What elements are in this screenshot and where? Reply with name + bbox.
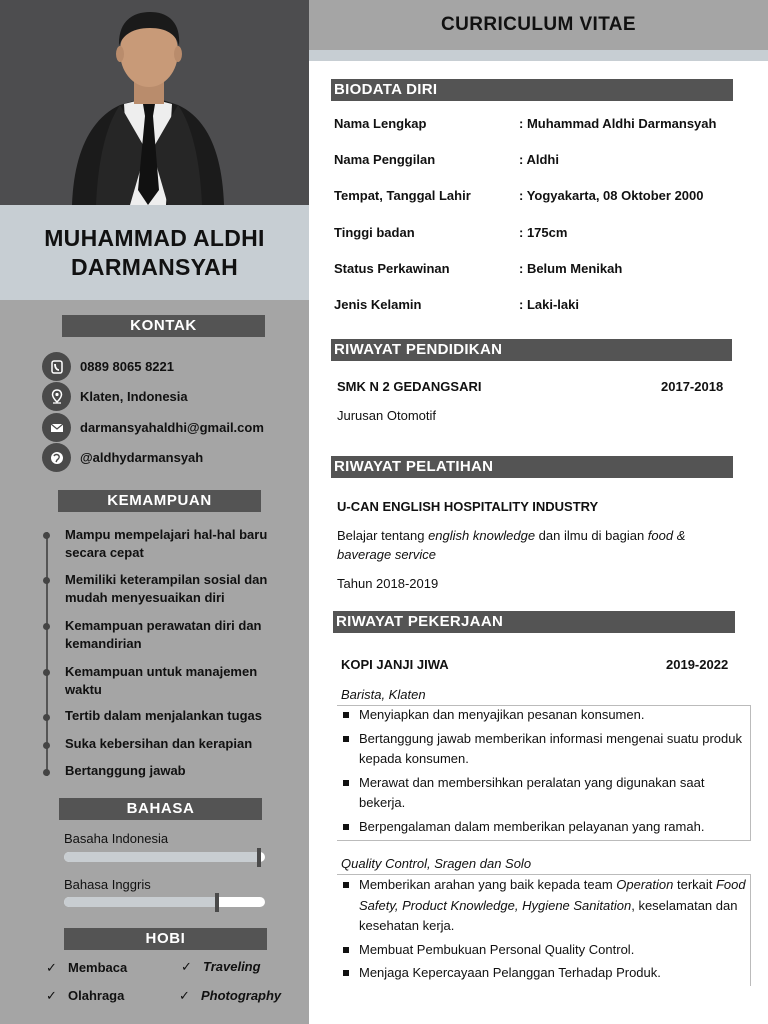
work-role-1-list	[340, 705, 750, 840]
list-item: Menjaga Kepercayaan Pelanggan Terhadap Produk.	[340, 963, 750, 984]
work-role-1: Barista, Klaten	[341, 687, 426, 702]
skills-timeline	[46, 532, 48, 776]
skill-dot	[43, 742, 50, 749]
check-icon: ✓	[179, 988, 190, 1003]
name-line-2: DARMANSYAH	[71, 253, 238, 280]
work-role-2-list	[340, 875, 750, 987]
work-heading: RIWAYAT PEKERJAAN	[333, 611, 735, 633]
skill-item: Suka kebersihan dan kerapian	[65, 736, 253, 751]
phone-icon	[42, 352, 71, 381]
bio-value: : 175cm	[519, 225, 568, 240]
language-knob	[257, 848, 261, 867]
check-icon: ✓	[46, 988, 57, 1003]
training-org: U-CAN ENGLISH HOSPITALITY INDUSTRY	[337, 499, 599, 514]
skill-dot	[43, 577, 50, 584]
hobby-item	[179, 988, 281, 1004]
contact-location-text: Klaten, Indonesia	[80, 389, 188, 404]
bio-label: Tinggi badan	[334, 225, 415, 240]
hobby-item	[181, 959, 261, 975]
list-item-part: Memberikan arahan yang baik kepada team	[359, 877, 617, 892]
bio-label: Jenis Kelamin	[334, 297, 422, 312]
list-item-part: terkait	[673, 877, 716, 892]
education-years: 2017-2018	[661, 379, 724, 394]
work-company: KOPI JANJI JIWA	[341, 657, 449, 672]
social-icon	[42, 443, 71, 472]
skill-item: Tertib dalam menjalankan tugas	[65, 708, 262, 723]
education-heading: RIWAYAT PENDIDIKAN	[331, 339, 732, 361]
skill-item: Bertanggung jawab	[65, 763, 186, 778]
contact-email	[42, 413, 264, 442]
list-item: Bertanggung jawab memberikan informasi mengenai suatu produk kepada konsumen.	[340, 729, 750, 770]
language-knob	[215, 893, 219, 912]
name-line-1: MUHAMMAD ALDHI	[44, 224, 265, 251]
bio-label: Nama Penggilan	[334, 152, 436, 167]
education-major: Jurusan Otomotif	[337, 408, 436, 423]
language-label: Basaha Indonesia	[64, 831, 169, 846]
list-item: Berpengalaman dalam memberikan pelayanan yang ramah.	[340, 817, 750, 838]
skill-item: Kemampuan perawatan diri dan kemandirian	[65, 618, 262, 651]
bio-value: : Muhammad Aldhi Darmansyah	[519, 116, 717, 131]
bio-value: : Aldhi	[519, 152, 559, 167]
bio-label: Status Perkawinan	[334, 261, 450, 276]
training-desc-part: Belajar tentang	[337, 528, 429, 543]
work-role-2: Quality Control, Sragen dan Solo	[341, 856, 532, 871]
bio-label: Nama Lengkap	[334, 116, 427, 131]
list-item: Menyiapkan dan menyajikan pesanan konsumen.	[340, 705, 750, 726]
skill-item: Kemampuan untuk manajemen waktu	[65, 664, 258, 697]
name-block	[0, 205, 309, 300]
document-title: CURRICULUM VITAE	[441, 14, 636, 35]
training-years: Tahun 2018-2019	[337, 576, 439, 591]
list-item-part: , keselamatan dan kesehatan kerja.	[359, 897, 738, 933]
training-desc-part: food &	[647, 528, 686, 543]
language-heading: BAHASA	[59, 798, 262, 820]
skill-dot	[43, 532, 50, 539]
contact-location	[42, 382, 188, 411]
language-label: Bahasa Inggris	[64, 877, 151, 892]
list-item	[340, 875, 750, 937]
skills-heading: KEMAMPUAN	[58, 490, 261, 512]
hobby-label: Photography	[201, 988, 282, 1003]
title-accent-bar	[309, 50, 768, 61]
training-description	[337, 526, 737, 564]
skill-dot	[43, 714, 50, 721]
hobby-item	[46, 960, 127, 976]
contact-social	[42, 443, 203, 472]
hobby-label: Olahraga	[68, 988, 125, 1003]
skill-dot	[43, 669, 50, 676]
language-bar-english	[64, 897, 265, 907]
contact-phone-text: 0889 8065 8221	[80, 359, 174, 374]
profile-photo-illustration	[0, 0, 309, 205]
contact-social-text: @aldhydarmansyah	[80, 450, 204, 465]
skill-dot	[43, 623, 50, 630]
left-sidebar	[0, 0, 309, 1024]
education-school: SMK N 2 GEDANGSARI	[337, 379, 482, 394]
language-fill	[64, 897, 219, 907]
bio-value: : Belum Menikah	[519, 261, 623, 276]
profile-photo	[0, 0, 309, 205]
check-icon: ✓	[46, 960, 57, 975]
hobby-heading: HOBI	[64, 928, 267, 950]
training-desc-part: english knowledge	[428, 528, 536, 543]
training-desc-part: baverage service	[337, 547, 436, 562]
biodata-heading: BIODATA DIRI	[331, 79, 733, 101]
hobby-label: Membaca	[68, 960, 128, 975]
language-bar-indonesia	[64, 852, 265, 862]
bio-value: : Laki-laki	[519, 297, 579, 312]
skill-dot	[43, 769, 50, 776]
work-years: 2019-2022	[666, 657, 729, 672]
contact-phone	[42, 352, 174, 381]
skill-item: Mampu mempelajari hal-hal baru secara cepat	[65, 527, 268, 560]
list-item-part: Operation	[616, 877, 674, 892]
list-item: Merawat dan membersihkan peralatan yang digunakan saat bekerja.	[340, 773, 750, 814]
document-title-bar	[309, 0, 768, 50]
bio-label: Tempat, Tanggal Lahir	[334, 188, 471, 203]
hobby-label: Traveling	[203, 959, 261, 974]
contact-email-text: darmansyahaldhi@gmail.com	[80, 420, 264, 435]
training-desc-part: dan ilmu di bagian	[535, 528, 648, 543]
contact-heading: KONTAK	[62, 315, 265, 337]
list-item: Membuat Pembukuan Personal Quality Control.	[340, 940, 750, 961]
location-icon	[42, 382, 71, 411]
hobby-item	[46, 988, 124, 1004]
bio-value: : Yogyakarta, 08 Oktober 2000	[519, 188, 704, 203]
language-fill	[64, 852, 261, 862]
check-icon: ✓	[181, 959, 192, 974]
training-heading: RIWAYAT PELATIHAN	[331, 456, 733, 478]
email-icon	[42, 413, 71, 442]
skill-item: Memiliki keterampilan sosial dan mudah menyesuaikan diri	[65, 572, 268, 605]
list-item-part: Food Safety, Product Knowledge, Hygiene Sanitation	[359, 877, 746, 913]
